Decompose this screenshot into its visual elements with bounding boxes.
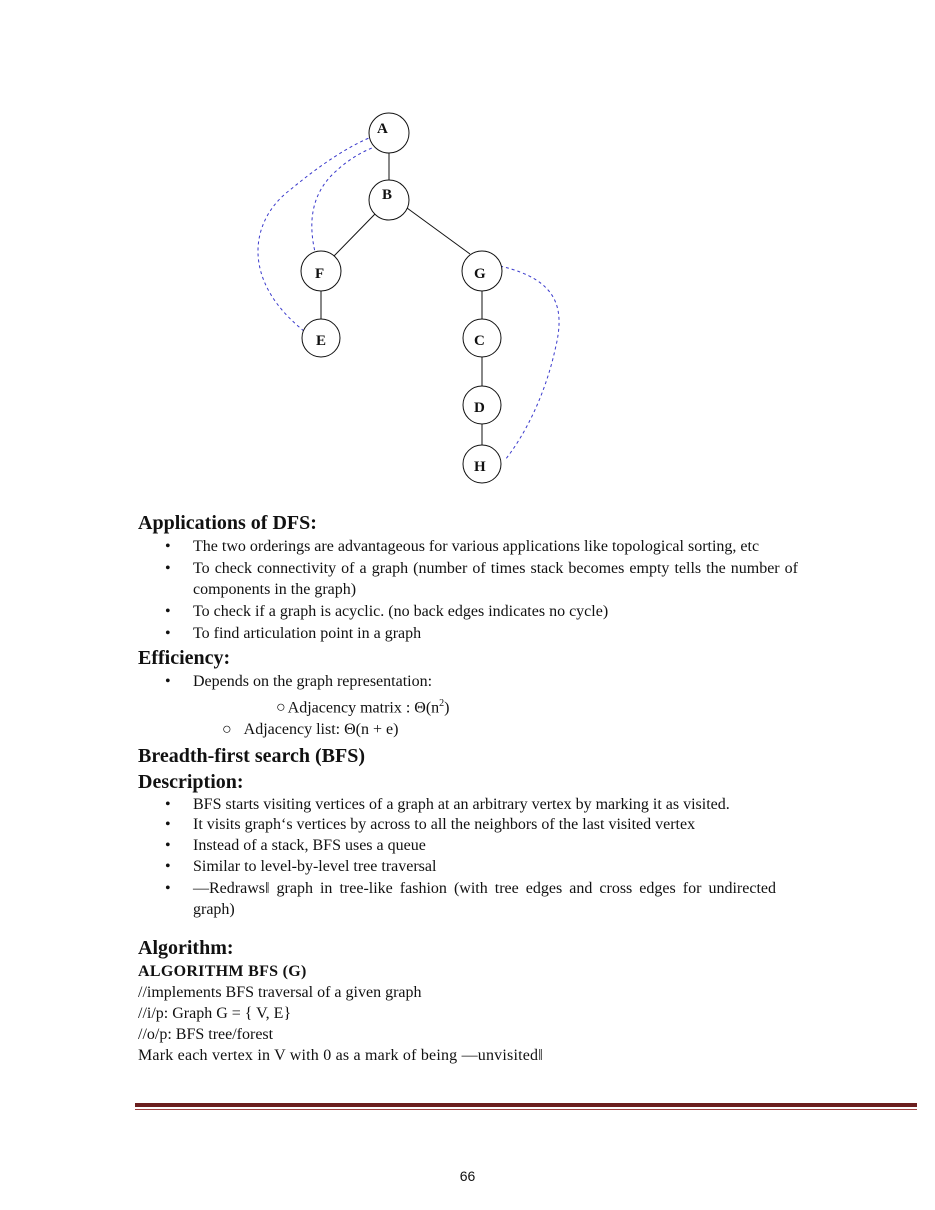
efficiency-list — [138, 671, 798, 692]
edge-b-g — [407, 208, 470, 254]
list-item: • To find articulation point in a graph — [165, 625, 422, 642]
node-label-g: G — [474, 266, 486, 282]
node-label-b: B — [382, 187, 393, 203]
dfs-tree-diagram — [0, 0, 935, 500]
list-item: • To check connectivity of a graph (number of times stack becomes empty tells the number of components in the graph) — [165, 560, 798, 598]
algorithm-heading: Algorithm: — [138, 937, 234, 960]
node-label-a: A — [377, 121, 388, 137]
description-heading: Description: — [138, 771, 244, 794]
node-label-h: H — [474, 459, 486, 475]
adjacency-matrix-item: ○ Adjacency matrix : $\Theta(n^2)$ — [138, 693, 798, 719]
footer-rule — [135, 1103, 917, 1111]
adjacency-list-item: ○ Adjacency list: Θ(n + e) — [138, 719, 798, 741]
list-item: • Instead of a stack, BFS uses a queue — [165, 837, 426, 855]
footer-rule-thin — [135, 1109, 917, 1110]
list-item: • BFS starts visiting vertices of a graph at an arbitrary vertex by marking it as visited. — [165, 796, 730, 814]
edge-b-f — [334, 214, 375, 256]
page-body — [138, 510, 798, 1066]
node-label-d: D — [474, 400, 485, 416]
node-a — [369, 113, 409, 153]
algorithm-line: //implements BFS traversal of a given graph — [138, 984, 422, 1002]
node-label-f: F — [315, 266, 325, 282]
back-edge-h-g — [500, 266, 559, 460]
page-number: 66 — [459, 1168, 476, 1184]
list-item: • The two orderings are advantageous for various applications like topological sorting, etc — [165, 538, 760, 555]
efficiency-heading: Efficiency: — [138, 647, 231, 669]
node-label-c: C — [474, 333, 485, 349]
footer-rule-thick — [135, 1103, 917, 1107]
list-item: • ―Redraws‖ graph in tree-like fashion (with tree edges and cross edges for undirected graph) — [165, 880, 776, 919]
algorithm-title: ALGORITHM BFS (G) — [138, 963, 307, 981]
circle-bullet-icon: ○ — [276, 699, 286, 717]
circle-bullet-icon: ○ — [222, 721, 232, 739]
applications-list — [138, 536, 798, 644]
algorithm-line: //i/p: Graph G = { V, E} — [138, 1005, 292, 1023]
description-list — [138, 795, 798, 920]
list-item: • Similar to level-by-level tree traversal — [165, 858, 437, 876]
bfs-title: Breadth-first search (BFS) — [138, 745, 366, 768]
algorithm-line: Mark each vertex in V with 0 as a mark of being ―unvisited‖ — [138, 1047, 543, 1065]
list-item: • It visits graph‘s vertices by across to all the neighbors of the last visited vertex — [165, 816, 696, 834]
node-label-e: E — [316, 333, 327, 349]
list-item: • To check if a graph is acyclic. (no back edges indicates no cycle) — [165, 603, 609, 620]
list-item: • Depends on the graph representation: — [165, 673, 433, 690]
applications-heading: Applications of DFS: — [138, 512, 317, 534]
algorithm-line: //o/p: BFS tree/forest — [138, 1026, 274, 1044]
